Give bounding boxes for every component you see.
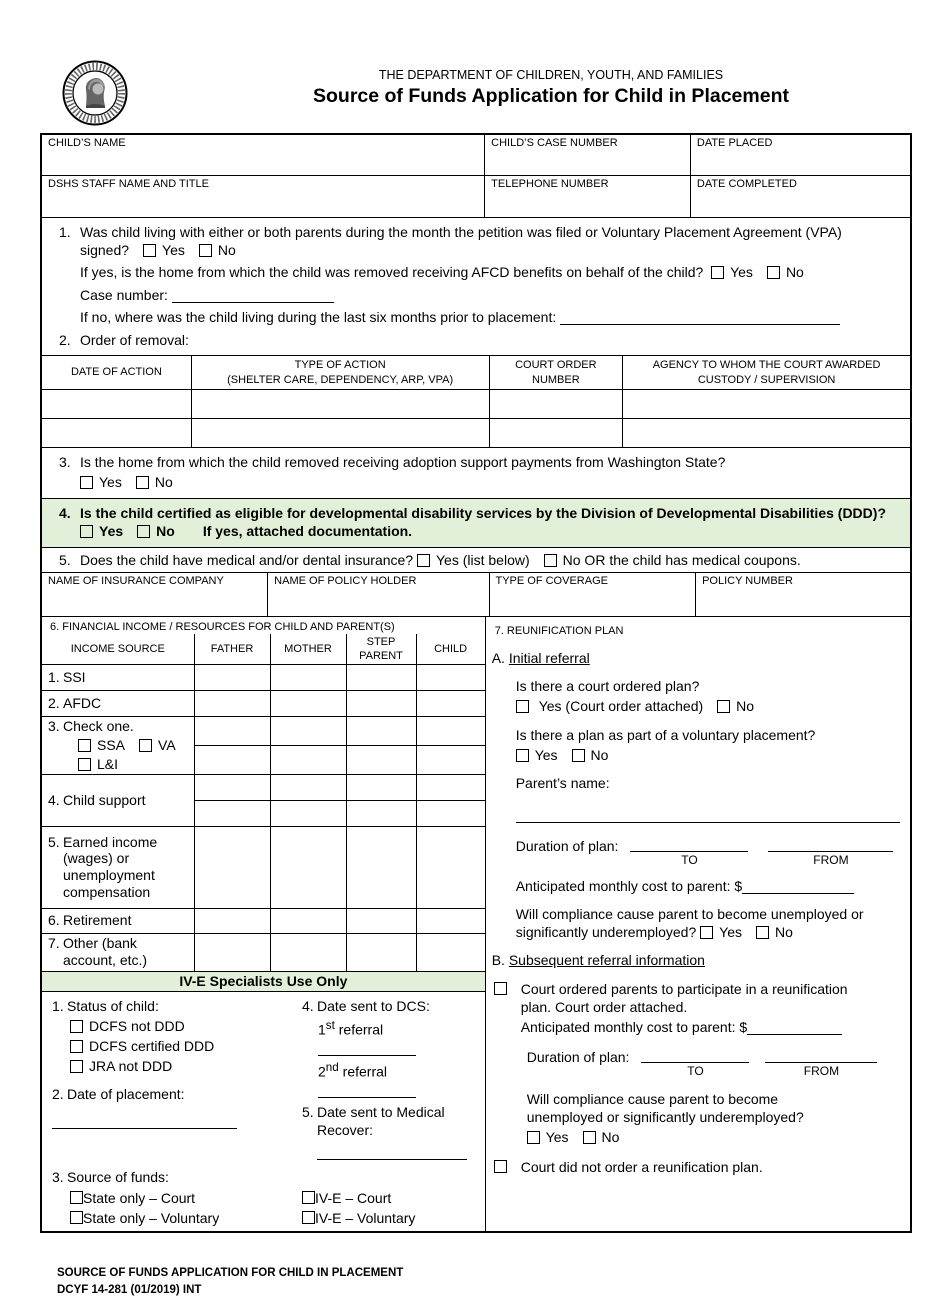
- checkone-b-step-cell[interactable]: [346, 746, 416, 775]
- childsupport-number: 4.: [48, 791, 60, 808]
- removal-header-type: TYPE OF ACTION (SHELTER CARE, DEPENDENCY, ARP, VPA): [191, 356, 489, 390]
- question-4-number: 4.: [59, 504, 71, 521]
- removal-r1-agency-cell[interactable]: [623, 389, 910, 418]
- q3-yes-label: Yes: [99, 474, 122, 491]
- q3-yes-checkbox[interactable]: [80, 476, 93, 489]
- compliance-a: [516, 905, 901, 941]
- date-placed-field[interactable]: [690, 135, 910, 175]
- childsupport-b-step-cell[interactable]: [346, 800, 416, 826]
- court-plan-no-checkbox[interactable]: [717, 700, 730, 713]
- compliance-b: Will compliance cause parent to become unemployed or significantly underemployed?: [526, 1090, 804, 1125]
- ive-funds-label: Source of funds:: [67, 1169, 169, 1186]
- initial-referral-heading: [492, 649, 902, 667]
- childsupport-b-mother-cell[interactable]: [270, 800, 346, 826]
- compliance-a-text: Will compliance cause parent to become unemployed or significantly underemployed?: [515, 905, 864, 941]
- duration-b-label: Duration of plan:: [526, 1049, 630, 1066]
- compliance-b-answers: [527, 1128, 902, 1146]
- first-referral-word: referral: [338, 1021, 384, 1038]
- state-only-court-checkbox[interactable]: [70, 1191, 83, 1204]
- second-referral-num: 2: [318, 1063, 326, 1080]
- policy-number-label: POLICY NUMBER: [702, 575, 793, 588]
- jra-not-ddd-checkbox[interactable]: [70, 1060, 83, 1073]
- checkone-label: Check one.: [63, 718, 134, 735]
- department-name: THE DEPARTMENT OF CHILDREN, YOUTH, AND FAMILIES: [378, 68, 724, 82]
- ive-placement-item: [52, 1085, 302, 1103]
- checkone-b-mother-cell[interactable]: [270, 746, 346, 775]
- duration-a-line: [516, 837, 902, 869]
- voluntary-yes-checkbox[interactable]: [516, 749, 529, 762]
- q1-yes-label: Yes: [162, 241, 185, 258]
- q5-yes-checkbox[interactable]: [417, 554, 430, 567]
- duration-a-to-input[interactable]: [630, 837, 748, 852]
- retirement-child-cell[interactable]: [416, 908, 485, 933]
- policy-holder-label: NAME OF POLICY HOLDER: [274, 575, 417, 588]
- footer-form-number: DCYF 14-281 (01/2019) INT: [57, 1283, 202, 1296]
- q1-afcd-yes-label: Yes: [730, 264, 753, 281]
- insurance-company-label: NAME OF INSURANCE COMPANY: [48, 575, 224, 588]
- ive-placement-number: 2.: [52, 1086, 64, 1103]
- removal-row-1: [42, 389, 910, 418]
- removal-r2-date-cell[interactable]: [42, 418, 191, 447]
- voluntary-plan-answers: [516, 746, 902, 764]
- voluntary-no-checkbox[interactable]: [572, 749, 585, 762]
- form-body: [40, 133, 912, 1233]
- form-title: Source of Funds Application for Child in Placement: [313, 85, 789, 107]
- q1-afcd-no-label: No: [785, 264, 804, 281]
- section-7-column: [486, 617, 910, 1231]
- childsupport-a-father-cell[interactable]: [194, 774, 270, 800]
- compliance-a-no-checkbox[interactable]: [756, 926, 769, 939]
- dcfs-certified-ddd-label: DCFS certified DDD: [89, 1038, 215, 1055]
- staff-name-label: DSHS STAFF NAME AND TITLE: [48, 177, 209, 190]
- question-4-block: [42, 499, 910, 548]
- ive-specialists-body: [42, 992, 485, 1231]
- insurance-company-cell[interactable]: [42, 573, 268, 616]
- ssi-label: SSI: [63, 669, 86, 686]
- afdc-step-cell[interactable]: [346, 691, 416, 717]
- retirement-number: 6.: [48, 912, 60, 929]
- initial-referral-letter: A.: [491, 650, 505, 667]
- court-plan-question: Is there a court ordered plan?: [515, 678, 700, 695]
- question-1: [59, 223, 883, 260]
- other-label: Other (bank account, etc.): [63, 935, 148, 969]
- ssi-mother-cell[interactable]: [270, 665, 346, 691]
- checkone-b-child-cell[interactable]: [416, 746, 485, 775]
- state-only-voluntary-checkbox[interactable]: [70, 1211, 83, 1224]
- removal-header-court-order: COURT ORDER NUMBER: [489, 356, 623, 390]
- earned-number: 5.: [48, 833, 60, 850]
- court-plan-answers: [516, 697, 902, 715]
- question-4-text: Is the child certified as eligible for developmental disability services by the Division of Developmental Disabilities (DDD)?: [80, 504, 886, 521]
- ive-funds-number: 3.: [52, 1169, 64, 1186]
- removal-r1-date-cell[interactable]: [42, 389, 191, 418]
- childs-name-field[interactable]: [42, 135, 485, 175]
- question-5-number: 5.: [59, 551, 71, 568]
- voluntary-no-label: No: [590, 746, 609, 763]
- second-referral-line: [318, 1060, 479, 1099]
- first-referral-line: [318, 1018, 479, 1057]
- cost-a-line: [516, 877, 902, 895]
- parents-name-input[interactable]: [516, 822, 900, 823]
- afdc-father-cell[interactable]: [194, 691, 270, 717]
- checkone-b-father-cell[interactable]: [194, 746, 270, 775]
- earned-child-cell[interactable]: [416, 826, 485, 908]
- form-header: [40, 58, 912, 128]
- va-label: VA: [158, 737, 176, 754]
- case-number-field[interactable]: [485, 135, 691, 175]
- removal-row-2: [42, 418, 910, 447]
- li-checkbox[interactable]: [78, 758, 91, 771]
- question-5: [59, 551, 900, 569]
- income-row-afdc: [42, 691, 485, 717]
- ive-medical-item: [302, 1103, 467, 1139]
- checkone-a-child-cell[interactable]: [416, 717, 485, 746]
- cost-b-input[interactable]: [747, 1020, 842, 1035]
- court-ordered-text: Court ordered parents to participate in a reunification plan. Court order attached.: [520, 980, 848, 1015]
- question-3-text: Is the home from which the child removed receiving adoption support payments from Washington State?: [80, 453, 726, 470]
- ive-voluntary-checkbox[interactable]: [302, 1211, 315, 1224]
- earned-mother-cell[interactable]: [270, 826, 346, 908]
- question-4: [59, 504, 889, 541]
- q1-no-label: No: [217, 241, 236, 258]
- q1-no-checkbox[interactable]: [199, 244, 212, 257]
- retirement-father-cell[interactable]: [194, 908, 270, 933]
- income-row-other: [42, 933, 485, 971]
- voluntary-plan-question: Is there a plan as part of a voluntary placement?: [515, 726, 816, 743]
- other-mother-cell[interactable]: [270, 933, 346, 971]
- initial-referral-text: Initial referral: [508, 650, 590, 667]
- question-4-suffix: If yes, attached documentation.: [202, 523, 413, 540]
- childsupport-a-mother-cell[interactable]: [270, 774, 346, 800]
- earned-father-cell[interactable]: [194, 826, 270, 908]
- subsequent-referral-letter: B.: [491, 952, 505, 969]
- jra-not-ddd-label: JRA not DDD: [89, 1058, 173, 1075]
- retirement-label: Retirement: [63, 912, 132, 929]
- ive-status-number: 1.: [52, 997, 64, 1014]
- ssa-label: SSA: [97, 737, 126, 754]
- child-living-input[interactable]: [560, 310, 840, 325]
- cost-a-label: Anticipated monthly cost to parent: $: [515, 877, 743, 894]
- q5-no-checkbox[interactable]: [544, 554, 557, 567]
- identification-table: [42, 135, 910, 218]
- ive-status-item: [52, 997, 302, 1015]
- removal-header-agency: AGENCY TO WHOM THE COURT AWARDED CUSTODY / SUPERVISION: [623, 356, 910, 390]
- order-of-removal-table: [42, 355, 910, 448]
- ive-voluntary-label: IV-E – Voluntary: [315, 1209, 416, 1226]
- court-plan-no-label: No: [736, 698, 755, 715]
- q4-no-label: No: [156, 523, 175, 540]
- dcfs-not-ddd-label: DCFS not DDD: [89, 1017, 185, 1034]
- subsequent-referral-heading: [492, 951, 902, 969]
- li-label: L&I: [97, 755, 119, 772]
- subsequent-referral-text: Subsequent referral information: [508, 952, 705, 969]
- childsupport-a-child-cell[interactable]: [416, 774, 485, 800]
- removal-r2-type-cell[interactable]: [191, 418, 489, 447]
- compliance-b-no-label: No: [601, 1129, 620, 1146]
- ssi-number: 1.: [48, 669, 60, 686]
- removal-header-date: DATE OF ACTION: [42, 356, 191, 390]
- childsupport-b-child-cell[interactable]: [416, 800, 485, 826]
- no-plan-item: [492, 1158, 902, 1176]
- question-3: [59, 453, 900, 471]
- q1-afcd-no-checkbox[interactable]: [767, 266, 780, 279]
- section-6-title: 6. FINANCIAL INCOME / RESOURCES FOR CHILD AND PARENT(S): [50, 620, 395, 633]
- duration-b-to-input[interactable]: [641, 1048, 749, 1063]
- section-7-title: 7. REUNIFICATION PLAN: [494, 624, 624, 637]
- q3-no-checkbox[interactable]: [136, 476, 149, 489]
- state-only-voluntary-label: State only – Voluntary: [83, 1209, 220, 1226]
- q3-no-label: No: [154, 474, 173, 491]
- placement-date-input[interactable]: [52, 1128, 237, 1129]
- step-parent-header: STEP PARENT: [346, 634, 416, 665]
- ive-medical-label: Date sent to Medical Recover:: [317, 1103, 445, 1139]
- q1-case-label: Case number:: [80, 286, 168, 303]
- other-step-cell[interactable]: [346, 933, 416, 971]
- question-1-ifno: [80, 308, 900, 326]
- second-referral-word: referral: [342, 1063, 388, 1080]
- q1-ifno-text: If no, where was the child living during the last six months prior to placement:: [80, 309, 557, 326]
- question-2-number: 2.: [59, 331, 71, 348]
- question-2-text: Order of removal:: [80, 331, 189, 348]
- earned-label: Earned income (wages) or unemployment compensation: [63, 833, 158, 901]
- second-referral-sup: nd: [325, 1060, 339, 1074]
- childsupport-a-step-cell[interactable]: [346, 774, 416, 800]
- child-header: CHILD: [416, 634, 485, 665]
- court-plan-yes-label: Yes (Court order attached): [538, 698, 704, 715]
- afdc-label: AFDC: [63, 695, 102, 712]
- q4-yes-label: Yes: [99, 523, 124, 540]
- afdc-number: 2.: [48, 695, 60, 712]
- ive-dcs-label: Date sent to DCS:: [317, 997, 430, 1014]
- income-row-ssi: [42, 665, 485, 691]
- first-referral-sup: st: [325, 1018, 335, 1032]
- ive-medical-number: 5.: [302, 1103, 314, 1120]
- income-row-retirement: [42, 908, 485, 933]
- compliance-a-yes-label: Yes: [719, 924, 742, 941]
- removal-r2-order-cell[interactable]: [489, 418, 623, 447]
- duration-b-from-caption: FROM: [803, 1064, 840, 1079]
- mother-header: MOTHER: [270, 634, 346, 665]
- childsupport-b-father-cell[interactable]: [194, 800, 270, 826]
- form-footer: [57, 1265, 912, 1298]
- footer-title: SOURCE OF FUNDS APPLICATION FOR CHILD IN PLACEMENT: [57, 1266, 404, 1279]
- afdc-child-cell[interactable]: [416, 691, 485, 717]
- ive-dcs-item: [302, 997, 479, 1015]
- court-ordered-item: [492, 980, 902, 1037]
- other-father-cell[interactable]: [194, 933, 270, 971]
- case-number-label: CHILD’S CASE NUMBER: [491, 137, 618, 149]
- first-referral-input[interactable]: [318, 1041, 416, 1056]
- ive-court-checkbox[interactable]: [302, 1191, 315, 1204]
- duration-a-label: Duration of plan:: [515, 838, 619, 855]
- ive-dcs-number: 4.: [302, 997, 314, 1014]
- first-referral-num: 1: [318, 1021, 326, 1038]
- retirement-mother-cell[interactable]: [270, 908, 346, 933]
- question-1-block: [42, 218, 910, 356]
- ive-court-label: IV-E – Court: [315, 1189, 392, 1206]
- policy-number-cell[interactable]: [696, 573, 910, 616]
- duration-a-from-input[interactable]: [768, 837, 893, 852]
- duration-b-to-caption: TO: [687, 1064, 704, 1079]
- court-plan-yes-checkbox[interactable]: [516, 700, 529, 713]
- ssi-father-cell[interactable]: [194, 665, 270, 691]
- lower-split: [42, 617, 910, 1231]
- income-source-header: INCOME SOURCE: [42, 634, 194, 665]
- state-only-court-label: State only – Court: [83, 1189, 196, 1206]
- removal-r2-agency-cell[interactable]: [623, 418, 910, 447]
- duration-a-to-caption: TO: [681, 853, 698, 868]
- page-content: [40, 0, 912, 1298]
- ive-funds-item: [52, 1168, 479, 1227]
- section-6-column: [42, 617, 486, 1231]
- removal-r1-type-cell[interactable]: [191, 389, 489, 418]
- father-header: FATHER: [194, 634, 270, 665]
- question-1-number: 1.: [59, 223, 71, 240]
- earned-step-cell[interactable]: [346, 826, 416, 908]
- dcfs-not-ddd-checkbox[interactable]: [70, 1020, 83, 1033]
- q5-yes-label: Yes (list below): [436, 551, 530, 568]
- ssi-child-cell[interactable]: [416, 665, 485, 691]
- checkone-a-mother-cell[interactable]: [270, 717, 346, 746]
- duration-b-from-input[interactable]: [765, 1048, 877, 1063]
- ive-placement-label: Date of placement:: [67, 1086, 185, 1103]
- question-2: [59, 331, 900, 349]
- second-referral-input[interactable]: [318, 1083, 416, 1098]
- voluntary-yes-label: Yes: [534, 746, 558, 763]
- other-number: 7.: [48, 935, 60, 952]
- parents-name-label: Parent’s name:: [515, 774, 610, 791]
- question-1-case: [80, 286, 900, 304]
- cost-b-line: [521, 1018, 871, 1036]
- income-row-childsupport-a: [42, 774, 485, 800]
- other-child-cell[interactable]: [416, 933, 485, 971]
- insurance-table: [42, 573, 910, 617]
- question-5-text: Does the child have medical and/or dental insurance?: [80, 551, 414, 568]
- q1-afcd-yes-checkbox[interactable]: [711, 266, 724, 279]
- telephone-label: TELEPHONE NUMBER: [491, 177, 609, 190]
- q4-yes-checkbox[interactable]: [80, 525, 93, 538]
- question-3-answers: [80, 473, 900, 491]
- medical-recover-input[interactable]: [317, 1159, 467, 1160]
- income-table: [42, 634, 485, 972]
- duration-a-from-caption: FROM: [813, 853, 849, 868]
- compliance-b-no-checkbox[interactable]: [583, 1131, 596, 1144]
- compliance-b-yes-label: Yes: [545, 1129, 569, 1146]
- retirement-step-cell[interactable]: [346, 908, 416, 933]
- no-plan-text: Court did not order a reunification plan.: [520, 1159, 763, 1176]
- ive-left-column: [52, 997, 302, 1161]
- childs-name-label: CHILD’S NAME: [48, 137, 126, 149]
- question-3-block: [42, 448, 910, 499]
- checkone-a-step-cell[interactable]: [346, 717, 416, 746]
- q1-yes-checkbox[interactable]: [143, 244, 156, 257]
- ive-right-column: [302, 997, 479, 1161]
- va-checkbox[interactable]: [139, 739, 152, 752]
- coverage-type-cell[interactable]: [489, 573, 696, 616]
- q4-no-checkbox[interactable]: [137, 525, 150, 538]
- cost-b-label: Anticipated monthly cost to parent: $: [520, 1018, 748, 1035]
- q5-no-label: No OR the child has medical coupons.: [562, 551, 801, 568]
- no-plan-checkbox[interactable]: [494, 1160, 507, 1173]
- ssa-checkbox[interactable]: [78, 739, 91, 752]
- duration-b-line: [527, 1048, 902, 1080]
- staff-name-field[interactable]: [42, 175, 485, 217]
- compliance-a-no-label: No: [775, 924, 793, 941]
- checkone-a-father-cell[interactable]: [194, 717, 270, 746]
- ive-status-label: Status of child:: [67, 997, 159, 1014]
- ive-specialists-title: IV-E Specialists Use Only: [42, 972, 485, 992]
- washington-state-seal-icon: [62, 60, 128, 126]
- question-3-number: 3.: [59, 453, 71, 470]
- childsupport-label: Child support: [63, 791, 146, 808]
- telephone-field[interactable]: [485, 175, 691, 217]
- compliance-a-yes-checkbox[interactable]: [700, 926, 713, 939]
- dcfs-certified-ddd-checkbox[interactable]: [70, 1040, 83, 1053]
- question-1-text: Was child living with either or both parents during the month the petition was filed or Voluntary Placement Agreement (VPA) signed?: [80, 223, 842, 258]
- income-row-earned: [42, 826, 485, 908]
- checkone-number: 3.: [48, 718, 60, 735]
- date-completed-field[interactable]: [690, 175, 910, 217]
- compliance-b-yes-checkbox[interactable]: [527, 1131, 540, 1144]
- case-number-input[interactable]: [172, 288, 334, 303]
- policy-holder-cell[interactable]: [268, 573, 489, 616]
- q1-afcd-text: If yes, is the home from which the child was removed receiving AFCD benefits on behalf of the child?: [80, 264, 704, 281]
- afdc-mother-cell[interactable]: [270, 691, 346, 717]
- date-completed-label: DATE COMPLETED: [696, 177, 797, 190]
- question-1-afcd: [80, 263, 900, 281]
- question-5-block: [42, 548, 910, 573]
- removal-r1-order-cell[interactable]: [489, 389, 623, 418]
- court-ordered-checkbox[interactable]: [494, 982, 507, 995]
- date-placed-label: DATE PLACED: [696, 137, 773, 149]
- ive-funds-heading: [52, 1168, 479, 1186]
- ssi-step-cell[interactable]: [346, 665, 416, 691]
- cost-a-input[interactable]: [742, 879, 854, 894]
- coverage-type-label: TYPE OF COVERAGE: [495, 575, 608, 588]
- income-row-checkone-a: [42, 717, 485, 746]
